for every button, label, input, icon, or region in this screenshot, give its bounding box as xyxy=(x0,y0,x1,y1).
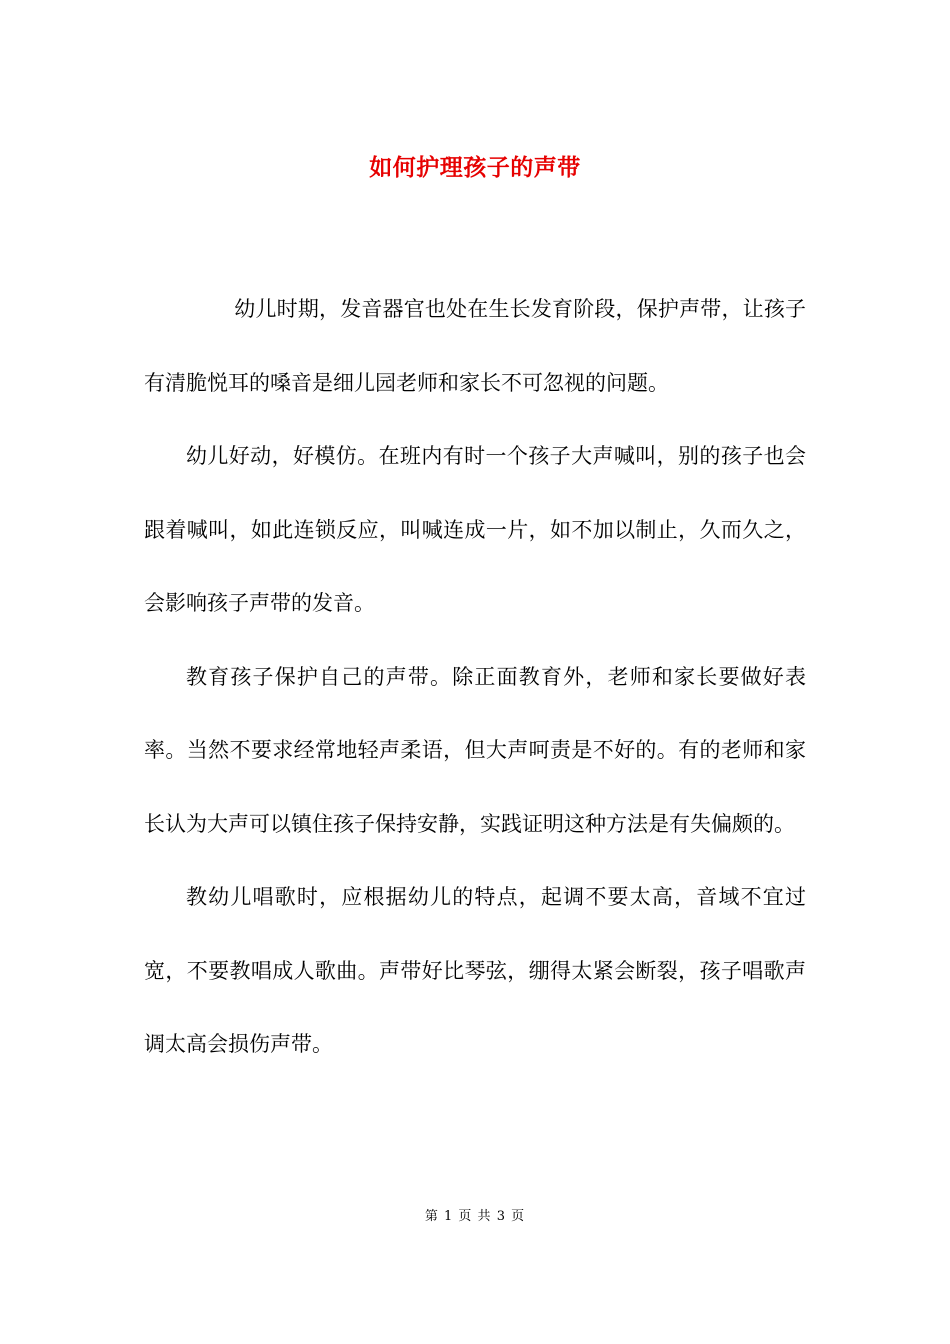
paragraph-1: 幼儿时期，发音器官也处在生长发育阶段，保护声带，让孩子有清脆悦耳的嗓音是细儿园老师和家长不可忽视的问题。 xyxy=(144,297,806,395)
paragraph-4: 教幼儿唱歌时，应根据幼儿的特点，起调不要太高，音域不宜过宽，不要教唱成人歌曲。声带好比琴弦，绷得太紧会断裂，孩子唱歌声调太高会损伤声带。 xyxy=(144,885,806,1056)
page-footer: 第 1 页 共 3 页 xyxy=(424,1209,526,1224)
paragraph-3: 教育孩子保护自己的声带。除正面教育外，老师和家长要做好表率。当然不要求经常地轻声柔语，但大声呵责是不好的。有的老师和家长认为大声可以镇住孩子保持安静，实践证明这种方法是有失偏颇的。 xyxy=(144,664,806,836)
document-body xyxy=(144,273,806,1082)
document-title: 如何护理孩子的声带 xyxy=(369,154,581,182)
paragraph-2: 幼儿好动，好模仿。在班内有时一个孩子大声喊叫，别的孩子也会跟着喊叫，如此连锁反应，叫喊连成一片，如不加以制止，久而久之，会影响孩子声带的发音。 xyxy=(144,444,806,615)
